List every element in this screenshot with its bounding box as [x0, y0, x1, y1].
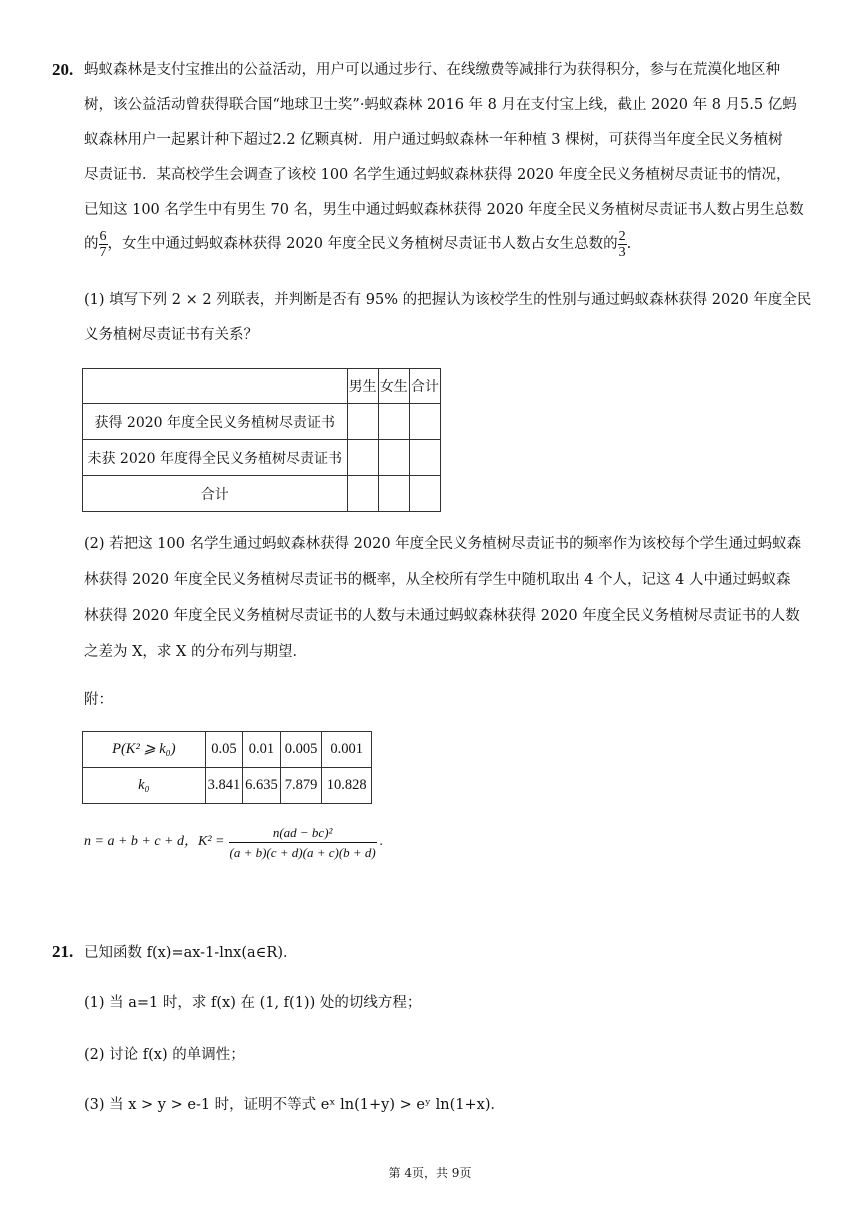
table-cell[interactable] — [409, 476, 440, 512]
formula-fraction — [229, 825, 377, 860]
formula-left: n = a + b + c + d，K² = — [84, 834, 225, 849]
part-2-line-2: 林获得 2020 年度全民义务植树尽责证书的概率，从全校所有学生中随机取出 4 个人，记这 4 人中通过蚂蚁森 — [84, 572, 791, 588]
question-21-number: 21. — [52, 942, 74, 961]
stem-line-6-c: . — [626, 236, 632, 252]
table-row — [83, 732, 372, 768]
question-20-number: 20. — [52, 60, 74, 79]
stem-line-5: 已知这 100 名学生中有男生 70 名，男生中通过蚂蚁森林获得 2020 年度全民义务植树尽责证书人数占男生总数 — [84, 202, 804, 218]
stem-line-6 — [84, 226, 631, 262]
stem-line-6-a: 的 — [84, 236, 99, 252]
stem-line-6-b: ，女生中通过蚂蚁森林获得 2020 年度全民义务植树尽责证书人数占女生总数的 — [107, 236, 618, 252]
table-cell[interactable] — [347, 404, 378, 440]
question-21-part-2: (2) 讨论 f(x) 的单调性； — [84, 1047, 245, 1063]
table-cell[interactable] — [378, 440, 409, 476]
table-header-empty — [83, 369, 348, 404]
table-cell: 0.05 — [205, 732, 243, 768]
table-cell: 0.001 — [322, 732, 372, 768]
fraction-numerator: 6 — [99, 228, 107, 244]
stem-line-3: 蚁森林用户一起累计种下超过2.2 亿颗真树．用户通过蚂蚁森林一年种植 3 棵树，可获得当年度全民义务植树 — [84, 132, 783, 148]
table-cell[interactable] — [347, 440, 378, 476]
formula-denominator: (a + b)(c + d)(a + c)(b + d) — [229, 844, 376, 860]
stem-line-1: 蚂蚁森林是支付宝推出的公益活动，用户可以通过步行、在线缴费等减排行为获得积分，参与在荒漠化地区种 — [84, 62, 780, 78]
formula-end: . — [379, 834, 384, 849]
part-1-line-1: (1) 填写下列 2 × 2 列联表，并判断是否有 95% 的把握认为该校学生的性别与通过蚂蚁森林获得 2020 年度全民 — [84, 292, 812, 308]
table-cell: 0.01 — [243, 732, 281, 768]
formula-numerator: n(ad − bc)² — [229, 825, 377, 843]
stem-line-4: 尽责证书．某高校学生会调查了该校 100 名学生通过蚂蚁森林获得 2020 年度全民义务植树尽责证书的情况， — [84, 167, 791, 183]
table-header-female: 女生 — [378, 369, 409, 404]
table-cell: 0.005 — [280, 732, 322, 768]
table-cell: 6.635 — [243, 768, 281, 804]
table-row-label: 合计 — [83, 476, 348, 512]
table-header-row — [83, 369, 441, 404]
table-cell[interactable] — [409, 440, 440, 476]
part-2-line-1: (2) 若把这 100 名学生通过蚂蚁森林获得 2020 年度全民义务植树尽责证书的频率作为该校每个学生通过蚂蚁森 — [84, 536, 802, 552]
table-cell: 3.841 — [205, 768, 243, 804]
table-row — [83, 768, 372, 804]
fraction-two-thirds — [618, 229, 627, 260]
table-header-male: 男生 — [347, 369, 378, 404]
fraction-six-sevenths — [99, 229, 108, 260]
contingency-table — [82, 368, 441, 512]
table-cell[interactable] — [378, 476, 409, 512]
critical-value-table — [82, 731, 372, 804]
table-cell: 7.879 — [280, 768, 322, 804]
table-row-label: 未获 2020 年度得全民义务植树尽责证书 — [83, 440, 348, 476]
stem-line-2: 树，该公益活动曾获得联合国“地球卫士奖”·蚂蚁森林 2016 年 8 月在支付宝上线，截止 2020 年 8 月5.5 亿蚂 — [84, 97, 797, 113]
part-1-line-2: 义务植树尽责证书有关系？ — [84, 327, 258, 343]
part-2-line-3: 林获得 2020 年度全民义务植树尽责证书的人数与未通过蚂蚁森林获得 2020 年度全民义务植树尽责证书的人数 — [84, 608, 800, 624]
table-cell[interactable] — [347, 476, 378, 512]
table-row — [83, 404, 441, 440]
chi-square-formula — [84, 820, 383, 864]
question-20-stem — [84, 60, 824, 235]
fraction-numerator: 2 — [618, 228, 626, 244]
table-cell: 10.828 — [322, 768, 372, 804]
question-21-part-1: (1) 当 a=1 时，求 f(x) 在 (1, f(1)) 处的切线方程； — [84, 995, 422, 1011]
question-21-stem: 已知函数 f(x)=ax-1-lnx(a∈R)． — [84, 945, 298, 961]
part-2-line-4: 之差为 X，求 X 的分布列与期望． — [84, 644, 307, 660]
table-row-label: P(K² ⩾ k₀) — [83, 732, 206, 768]
table-row — [83, 476, 441, 512]
appendix-label: 附： — [84, 692, 113, 708]
fraction-denominator: 7 — [99, 244, 107, 260]
table-row-label: k₀ — [83, 768, 206, 804]
question-21-part-3: (3) 当 x > y > e-1 时，证明不等式 eˣ ln(1+y) > eʸ ln(1+x)． — [84, 1097, 506, 1113]
table-row-label: 获得 2020 年度全民义务植树尽责证书 — [83, 404, 348, 440]
fraction-denominator: 3 — [618, 244, 626, 260]
page-footer: 第 4页，共 9页 — [388, 1166, 472, 1180]
table-cell[interactable] — [409, 404, 440, 440]
table-row — [83, 440, 441, 476]
part-2 — [84, 534, 824, 678]
table-cell[interactable] — [378, 404, 409, 440]
table-header-total: 合计 — [409, 369, 440, 404]
